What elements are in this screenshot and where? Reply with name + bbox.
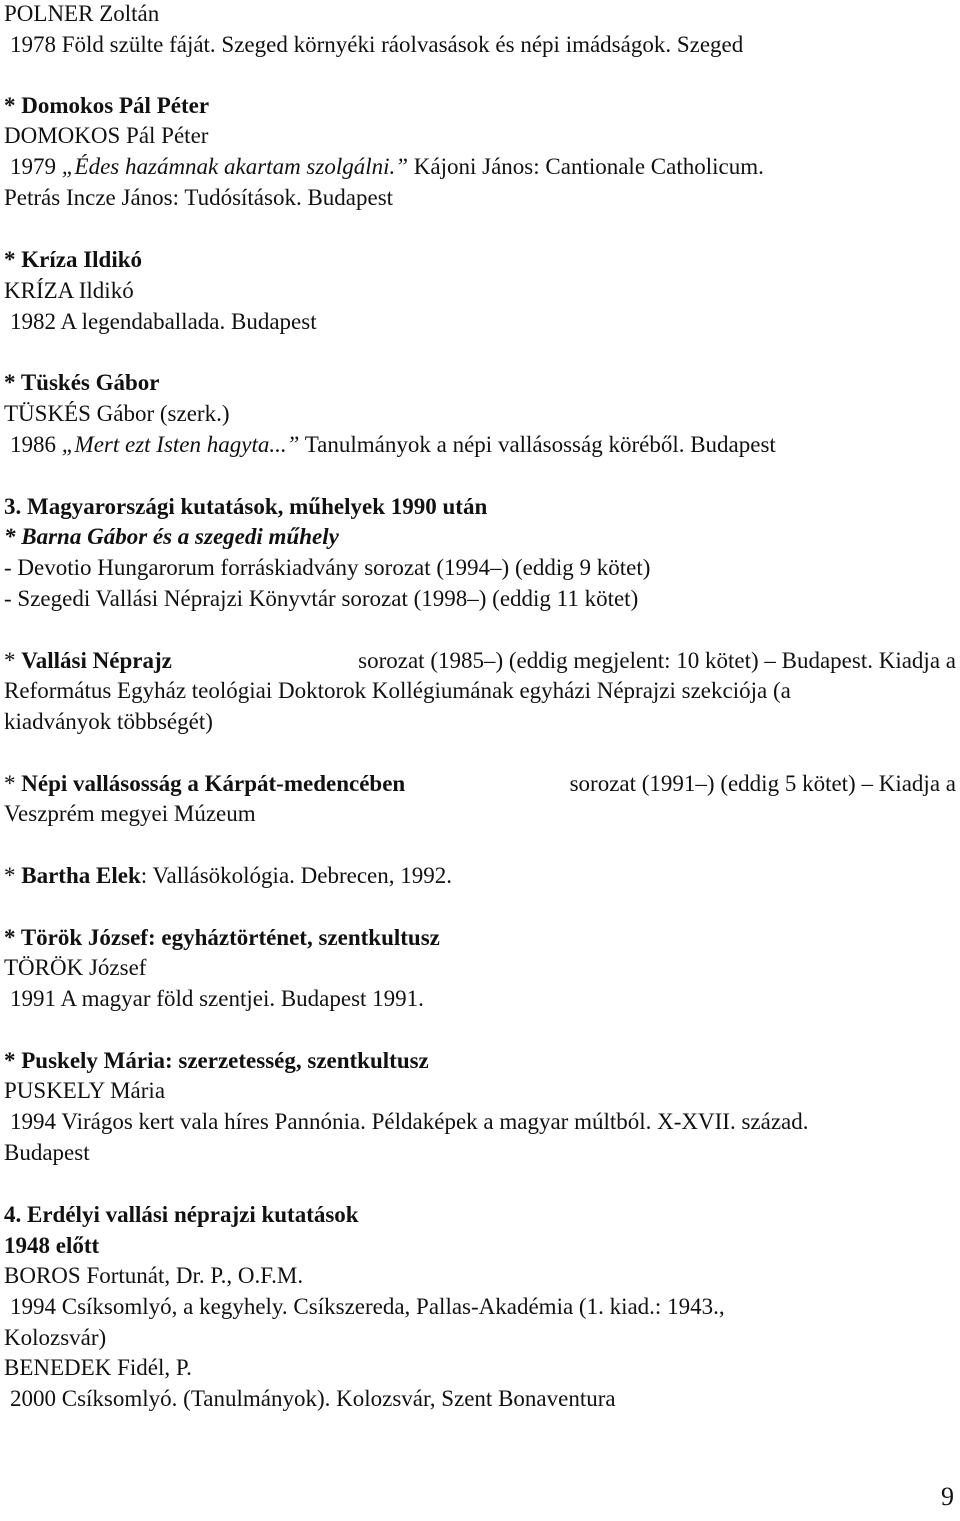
series-paragraph-line: Református Egyház teológiai Doktorok Kollégiumának egyházi Néprajzi szekciója (a	[4, 678, 791, 703]
page-number: 9	[941, 1482, 954, 1511]
section-subheading: * Barna Gábor és a szegedi műhely	[4, 524, 339, 549]
author-heading: KRÍZA Ildikó	[4, 278, 134, 303]
section-subheading: 1948 előtt	[4, 1233, 100, 1258]
section-heading: 4. Erdélyi vallási néprajzi kutatások	[4, 1202, 359, 1227]
author-heading: TÖRÖK József	[4, 955, 147, 980]
bibliography-entry: 1978 Föld szülte fáját. Szeged környéki ráolvasások és népi imádságok. Szeged	[10, 32, 744, 57]
bibliography-entry-continued: Kolozsvár)	[4, 1325, 107, 1350]
bibliography-entry-continued: Petrás Incze János: Tudósítások. Budapest	[4, 185, 394, 210]
author-heading: POLNER Zoltán	[4, 1, 160, 26]
series-paragraph-line: Veszprém megyei Múzeum	[4, 801, 256, 826]
section-subheading: * Puskely Mária: szerzetesség, szentkultusz	[4, 1048, 429, 1073]
author-heading: BOROS Fortunát, Dr. P., O.F.M.	[4, 1263, 304, 1288]
section-subheading: * Domokos Pál Péter	[4, 93, 210, 118]
section-subheading: * Török József: egyháztörténet, szentkultusz	[4, 925, 440, 950]
reference-line: * Bartha Elek: Vallásökológia. Debrecen, 1992.	[4, 863, 453, 888]
bibliography-entry-continued: Budapest	[4, 1140, 90, 1165]
bibliography-entry: 1986 „Mert ezt Isten hagyta...” Tanulmányok a népi vallásosság köréből. Budapest	[10, 432, 776, 457]
series-paragraph-line: kiadványok többségét)	[4, 709, 213, 734]
bibliography-entry: 1994 Virágos kert vala híres Pannónia. Példaképek a magyar múltból. X-XVII. század.	[10, 1109, 809, 1134]
bibliography-entry: 1982 A legendaballada. Budapest	[10, 309, 317, 334]
author-heading: TÜSKÉS Gábor (szerk.)	[4, 401, 230, 426]
bibliography-entry: 1994 Csíksomlyó, a kegyhely. Csíkszereda, Pallas-Akadémia (1. kiad.: 1943.,	[10, 1294, 725, 1319]
section-subheading: * Kríza Ildikó	[4, 247, 143, 272]
section-subheading: * Tüskés Gábor	[4, 370, 160, 395]
author-heading: PUSKELY Mária	[4, 1078, 166, 1103]
list-item: - Devotio Hungarorum forráskiadvány sorozat (1994–) (eddig 9 kötet)	[4, 555, 651, 580]
list-item: - Szegedi Vallási Néprajzi Könyvtár sorozat (1998–) (eddig 11 kötet)	[4, 586, 639, 611]
section-heading: 3. Magyarországi kutatások, műhelyek 1990 után	[4, 494, 488, 519]
bibliography-entry: 1991 A magyar föld szentjei. Budapest 1991.	[10, 986, 424, 1011]
author-heading: DOMOKOS Pál Péter	[4, 123, 209, 148]
author-heading: BENEDEK Fidél, P.	[4, 1355, 192, 1380]
bibliography-entry: 1979 „Édes hazámnak akartam szolgálni.” Kájoni János: Cantionale Catholicum.	[10, 154, 764, 179]
series-paragraph-line: * Népi vallásosság a Kárpát-medencében sorozat (1991–) (eddig 5 kötet) – Kiadja a	[4, 771, 956, 796]
bibliography-entry: 2000 Csíksomlyó. (Tanulmányok). Kolozsvár, Szent Bonaventura	[10, 1386, 616, 1411]
series-paragraph-line: * Vallási Néprajz sorozat (1985–) (eddig megjelent: 10 kötet) – Budapest. Kiadja a	[4, 648, 956, 673]
